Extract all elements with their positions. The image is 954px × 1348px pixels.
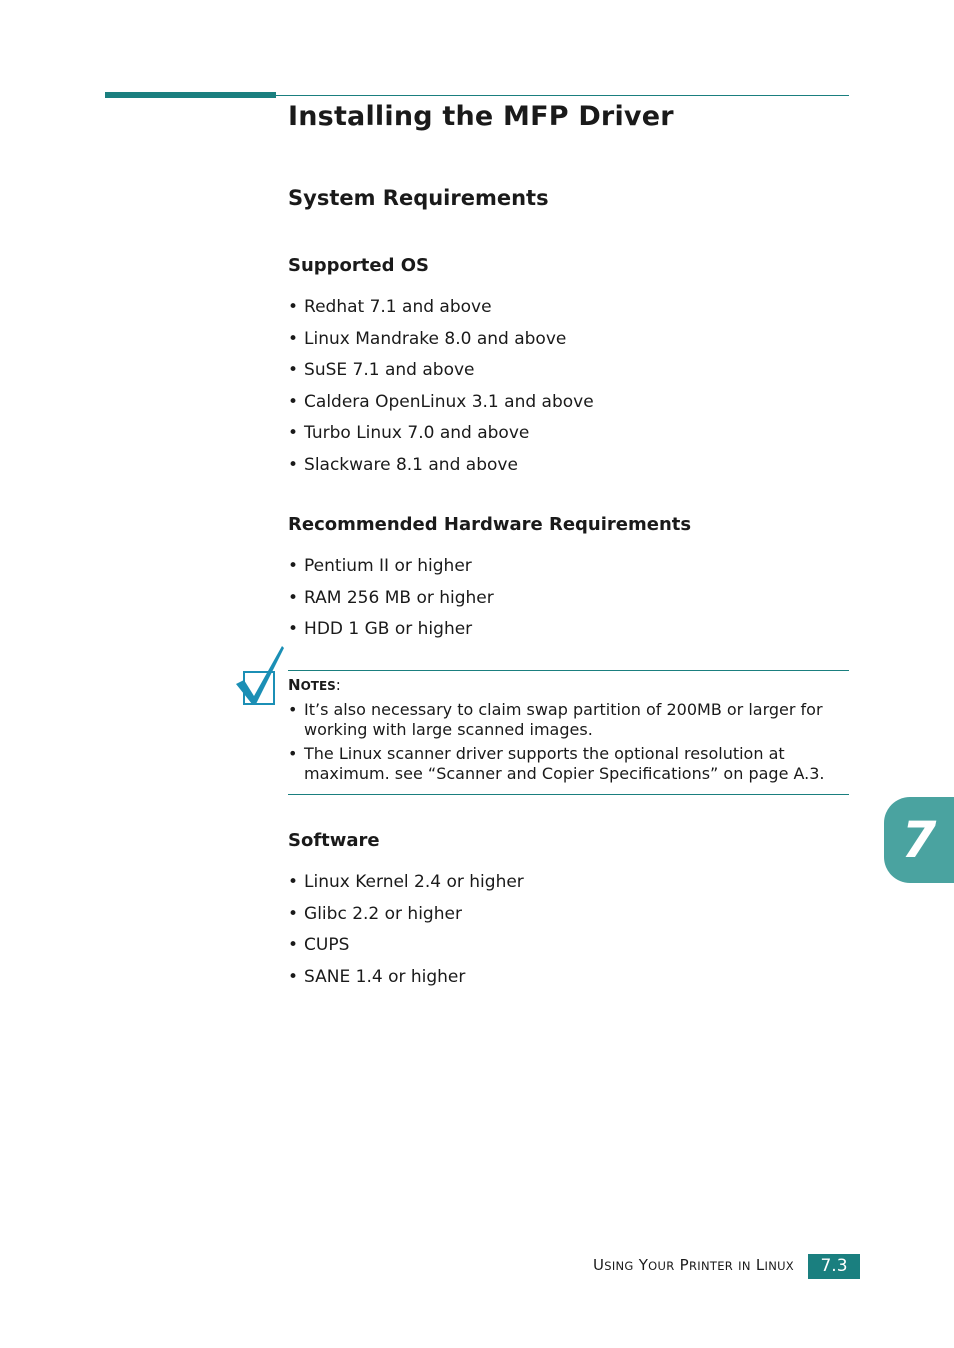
list-item: • RAM 256 MB or higher — [288, 588, 494, 620]
list-item: • Linux Mandrake 8.0 and above — [288, 329, 594, 361]
header-rule-thick — [105, 92, 276, 98]
chapter-number: 7 — [901, 811, 937, 869]
footer-chapter-title: USING YOUR PRINTER IN LINUX — [592, 1256, 794, 1274]
list-item: • SANE 1.4 or higher — [288, 967, 524, 999]
list-item: • CUPS — [288, 935, 524, 967]
supported-os-heading: Supported OS — [288, 255, 430, 276]
note-item: • It’s also necessary to claim swap partition of 200MB or larger for working with large scanned images. — [288, 700, 849, 740]
list-item: • Glibc 2.2 or higher — [288, 904, 524, 936]
notes-list — [288, 700, 849, 788]
software-heading: Software — [288, 830, 380, 851]
supported-os-list — [288, 297, 594, 487]
page-number: 7.3 — [808, 1254, 860, 1279]
checkmark-note-icon — [232, 644, 288, 708]
hardware-heading: Recommended Hardware Requirements — [288, 514, 692, 535]
page-title: Installing the MFP Driver — [288, 101, 674, 132]
list-item: • Slackware 8.1 and above — [288, 455, 594, 487]
list-item: • Linux Kernel 2.4 or higher — [288, 872, 524, 904]
list-item: • Redhat 7.1 and above — [288, 297, 594, 329]
software-list — [288, 872, 524, 998]
section-title: System Requirements — [288, 186, 549, 210]
header-rule-thin — [276, 95, 849, 96]
notes-label: NOTES: — [288, 676, 341, 694]
chapter-tab — [884, 797, 954, 883]
notes-bottom-rule — [288, 794, 849, 795]
notes-top-rule — [288, 670, 849, 671]
note-item: • The Linux scanner driver supports the optional resolution at maximum. see “Scanner and Copier Specifications” on page A.3. — [288, 744, 849, 784]
list-item: • Caldera OpenLinux 3.1 and above — [288, 392, 594, 424]
list-item: • SuSE 7.1 and above — [288, 360, 594, 392]
list-item: • HDD 1 GB or higher — [288, 619, 494, 651]
list-item: • Pentium II or higher — [288, 556, 494, 588]
hardware-list — [288, 556, 494, 651]
list-item: • Turbo Linux 7.0 and above — [288, 423, 594, 455]
